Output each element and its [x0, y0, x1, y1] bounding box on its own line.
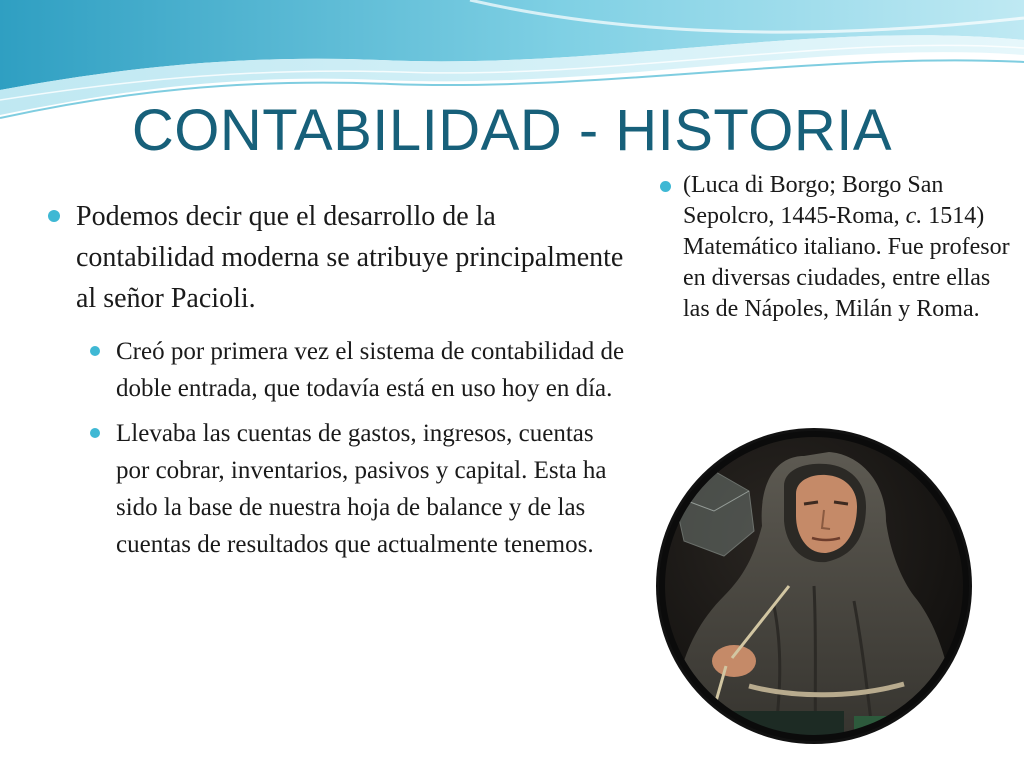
bio-bullet — [660, 170, 1010, 325]
bio-text-start: (Luca di Borgo; Borgo San Sepolcro, 1445-Roma, — [683, 172, 944, 229]
sub-bullet — [90, 415, 628, 563]
sub-bullet — [90, 333, 628, 407]
slide-title: CONTABILIDAD - HISTORIA — [131, 98, 893, 163]
sub-bullet-text: Creó por primera vez el sistema de contabilidad de doble entrada, que todavía está en uso hoy en día. — [116, 338, 625, 402]
bio-text-end: 1514) Matemático italiano. Fue profesor en diversas ciudades, entre ellas las de Nápoles, Milán y Roma. — [683, 203, 1010, 322]
bullet-dot-icon — [90, 428, 100, 438]
sub-bullet-text: Llevaba las cuentas de gastos, ingresos, cuentas por cobrar, inventarios, pasivos y capital. Esta ha sido la base de nuestra hoja de balance y de las cuentas de resultados que actualmente tenemos. — [116, 420, 607, 558]
bullet-dot-icon — [48, 210, 60, 222]
sub-bullet-list — [48, 333, 628, 563]
bullet-dot-icon — [90, 346, 100, 356]
bullet-dot-icon — [660, 181, 671, 192]
portrait-of-luca-pacioli-icon — [654, 426, 974, 746]
left-content — [48, 196, 628, 571]
bio-circa: c. — [905, 203, 923, 229]
main-bullet-text: Podemos decir que el desarrollo de la contabilidad moderna se atribuye principalmente al señor Pacioli. — [76, 201, 624, 314]
main-bullet — [48, 196, 628, 319]
right-content — [660, 170, 1010, 325]
